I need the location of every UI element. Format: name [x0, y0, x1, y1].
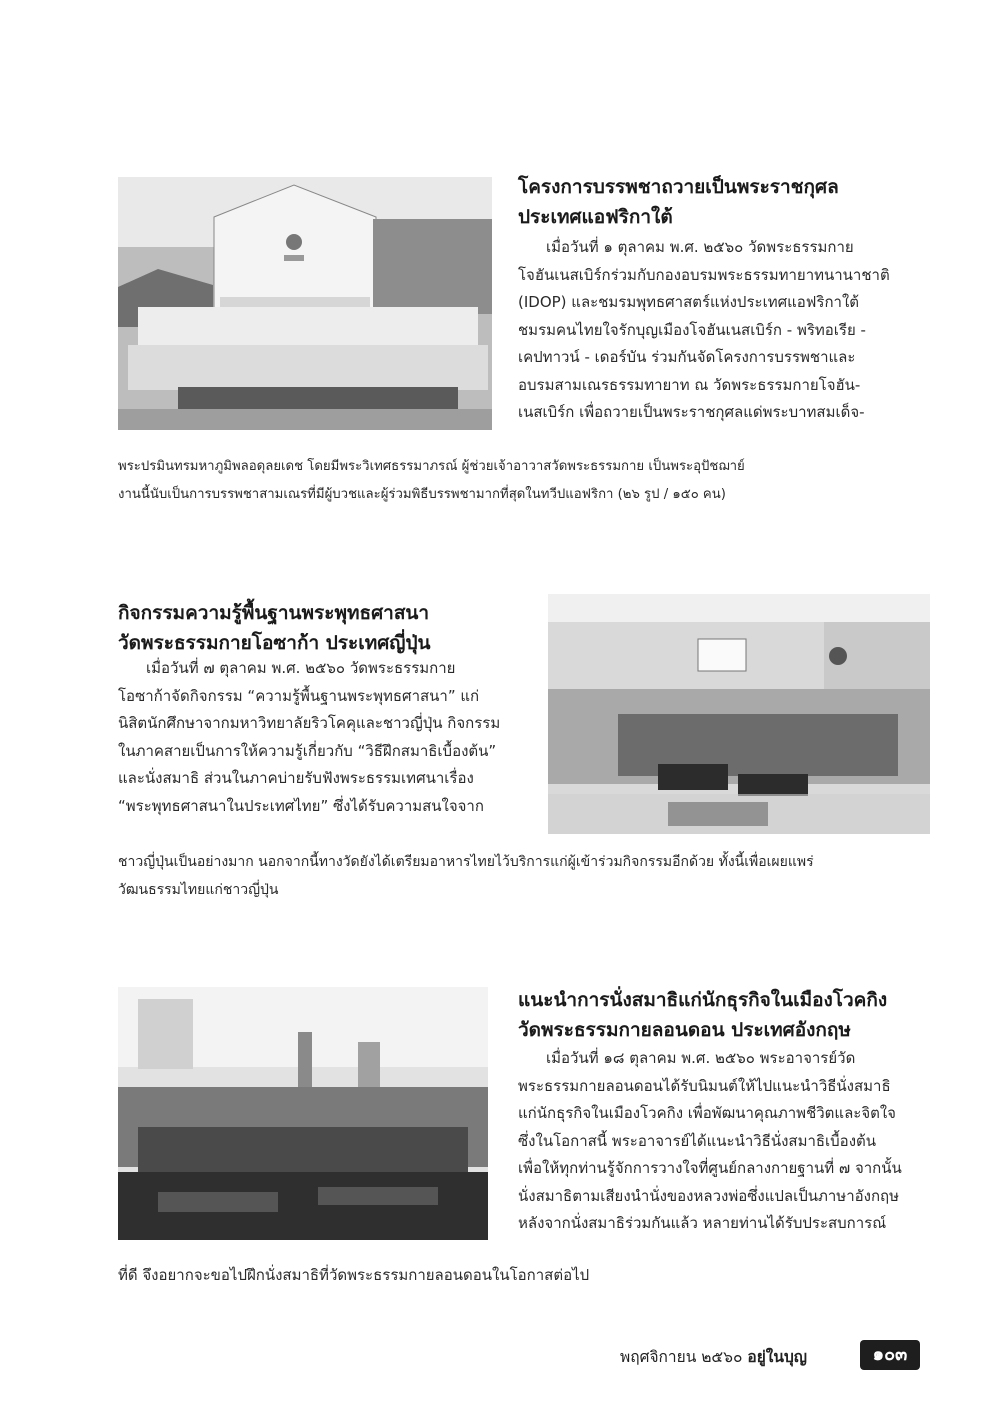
article-title [518, 172, 938, 232]
article-body-full [118, 849, 930, 904]
ordination-group-photo [118, 177, 492, 430]
text-line: วัฒนธรรมไทยแก่ชาวญี่ปุ่น [118, 881, 279, 898]
article-body-side [518, 234, 930, 427]
text-line: และนั่งสมาธิ ส่วนในภาคบ่ายรับฟังพระธรรมเทศนาเรื่อง [118, 769, 474, 787]
title-line: ประเทศแอฟริกาใต้ [518, 206, 673, 228]
text-line: ชาวญี่ปุ่นเป็นอย่างมาก นอกจากนี้ทางวัดยังได้เตรียมอาหารไทยไว้บริการแก่ผู้เข้าร่วมกิจกรรมอีกด้วย ทั้งนี้เพื่อเผยแพร่ [118, 854, 814, 870]
title-line: วัดพระธรรมกายโอซาก้า ประเทศญี่ปุ่น [118, 632, 431, 654]
article-body-full [118, 1262, 930, 1290]
article-title [518, 985, 938, 1045]
title-line: วัดพระธรรมกายลอนดอน ประเทศอังกฤษ [518, 1019, 851, 1041]
article-body-side [118, 655, 530, 820]
business-meditation-photo [118, 987, 488, 1240]
footer-text [620, 1344, 807, 1369]
text-line: นิสิตนักศึกษาจากมหาวิทยาลัยริวโคคุและชาวญี่ปุ่น กิจกรรม [118, 714, 501, 732]
text-line: ในภาคสายเป็นการให้ความรู้เกี่ยวกับ “วิธีฝึกสมาธิเบื้องต้น” [118, 741, 497, 760]
text-line: ซึ่งในโอกาสนี้ พระอาจารย์ได้แนะนำวิธีนั่งสมาธิเบื้องต้น [518, 1131, 877, 1150]
text-line: โอซาก้าจัดกิจกรรม “ความรู้พื้นฐานพระพุทธศาสนา” แก่ [118, 686, 480, 705]
page-footer [620, 1340, 920, 1372]
text-line: โจฮันเนสเบิร์กร่วมกับกองอบรมพระธรรมทายาทนานาชาติ [518, 265, 890, 284]
text-line: เนสเบิร์ก เพื่อถวายเป็นพระราชกุศลแด่พระบาทสมเด็จ- [518, 403, 865, 421]
text-line: เมื่อวันที่ ๑ ตุลาคม พ.ศ. ๒๕๖๐ วัดพระธรรมกาย [546, 238, 854, 256]
text-line: นั่งสมาธิตามเสียงนำนั่งของหลวงพ่อซึ่งแปลเป็นภาษาอังกฤษ [518, 1186, 900, 1205]
title-line: แนะนำการนั่งสมาธิแก่นักธุรกิจในเมืองโวคกิง [518, 989, 888, 1011]
text-line: ที่ดี จึงอยากจะขอไปฝึกนั่งสมาธิที่วัดพระธรรมกายลอนดอนในโอกาสต่อไป [118, 1266, 590, 1284]
text-line: เมื่อวันที่ ๗ ตุลาคม พ.ศ. ๒๕๖๐ วัดพระธรรมกาย [146, 659, 456, 677]
text-line: “พระพุทธศาสนาในประเทศไทย” ซึ่งได้รับความสนใจจาก [118, 796, 484, 815]
text-line: (IDOP) และชมรมพุทธศาสตร์แห่งประเทศแอฟริกาใต้ [518, 293, 860, 311]
text-line: พระปรมินทรมหาภูมิพลอดุลยเดช โดยมีพระวิเทศธรรมาภรณ์ ผู้ช่วยเจ้าอาวาสวัดพระธรรมกาย เป็นพระอุปัชฌาย์ [118, 459, 745, 474]
text-line: พระธรรมกายลอนดอนได้รับนิมนต์ให้ไปแนะนำวิธีนั่งสมาธิ [518, 1076, 891, 1095]
text-line: เพื่อให้ทุกท่านรู้จักการวางใจที่ศูนย์กลางกายฐานที่ ๗ จากนั้น [518, 1159, 902, 1177]
article-body-side [518, 1045, 930, 1238]
issue-date: พฤศจิกายน ๒๕๖๐ [620, 1348, 743, 1366]
text-line: หลังจากนั่งสมาธิร่วมกันแล้ว หลายท่านได้รับประสบการณ์ [518, 1214, 887, 1232]
text-line: อบรมสามเณรธรรมทายาท ณ วัดพระธรรมกายโจฮัน- [518, 375, 861, 394]
title-line: โครงการบรรพชาถวายเป็นพระราชกุศล [518, 176, 839, 198]
meditation-class-photo [548, 594, 930, 834]
text-line: ชมรมคนไทยใจรักบุญเมืองโจฮันเนสเบิร์ก - พริทอเรีย - [518, 320, 866, 339]
article-body-full [118, 453, 930, 508]
text-line: งานนี้นับเป็นการบรรพชาสามเณรที่มีผู้บวชและผู้ร่วมพิธีบรรพชามากที่สุดในทวีปแอฟริกา (๒๖ รูป / ๑๕๐ คน) [118, 486, 726, 502]
text-line: เมื่อวันที่ ๑๘ ตุลาคม พ.ศ. ๒๕๖๐ พระอาจารย์วัด [546, 1049, 856, 1067]
page-number: ๑๐๓ [860, 1340, 920, 1370]
title-line: กิจกรรมความรู้พื้นฐานพระพุทธศาสนา [118, 602, 430, 624]
article-title [118, 598, 538, 658]
text-line: เคปทาวน์ - เดอร์บัน ร่วมกันจัดโครงการบรรพชาและ [518, 348, 856, 366]
text-line: แก่นักธุรกิจในเมืองโวคกิง เพื่อพัฒนาคุณภาพชีวิตและจิตใจ [518, 1104, 896, 1122]
magazine-name: อยู่ในบุญ [747, 1348, 808, 1366]
